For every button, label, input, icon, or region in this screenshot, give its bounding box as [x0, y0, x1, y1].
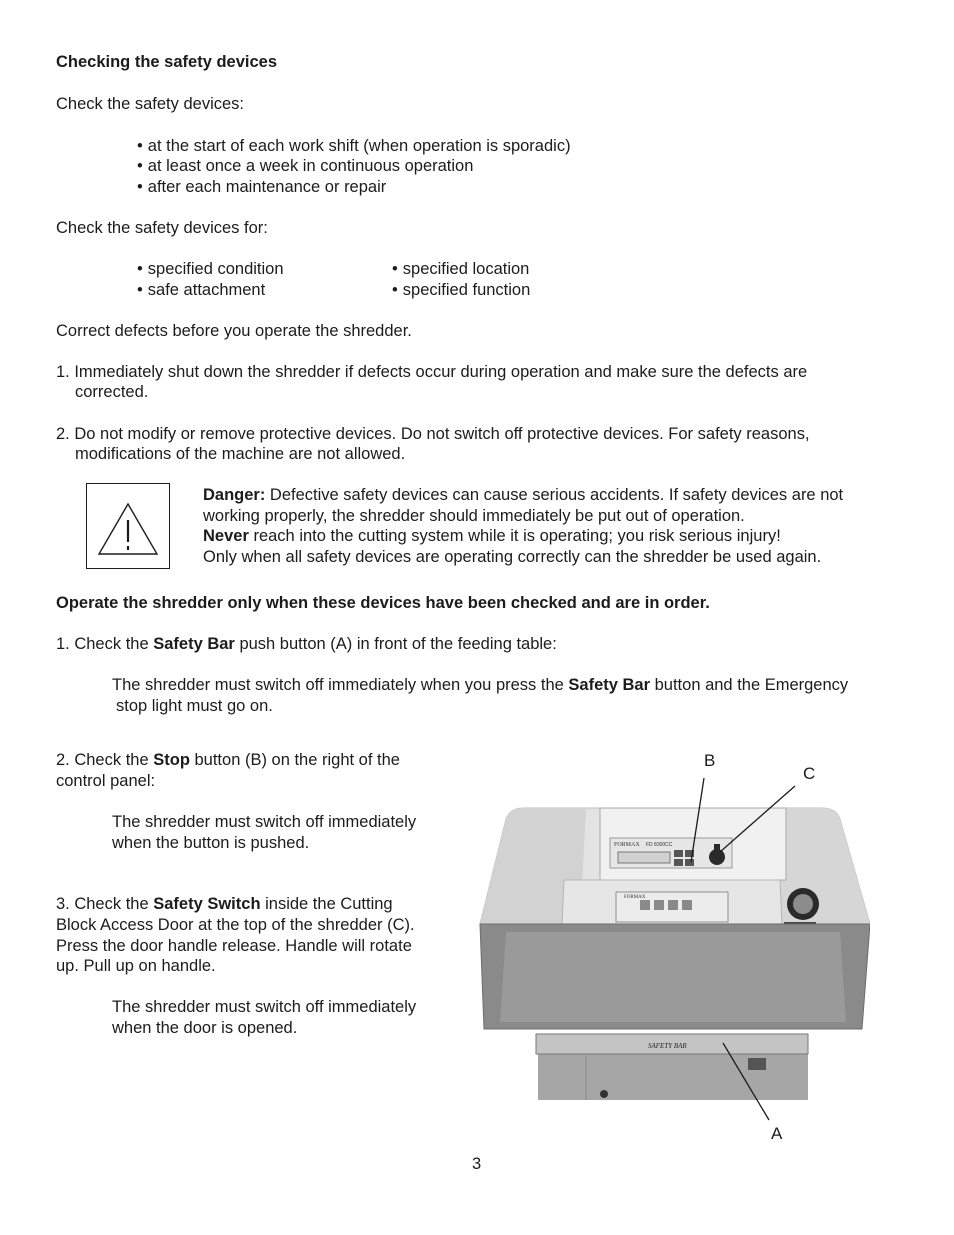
step-1-detail-pre: The shredder must switch off immediately when you press the: [112, 676, 569, 694]
step-2-post: button (B) on the right of the: [189, 751, 400, 769]
list-item: • at the start of each work shift (when operation is sporadic): [137, 136, 571, 157]
danger-line-4: Only when all safety devices are operating correctly can the shredder be used again.: [203, 548, 822, 566]
list-item: • specified condition: [137, 259, 284, 280]
step-3-detail-line-2: when the door is opened.: [112, 1019, 298, 1037]
step-2-detail-line-1: The shredder must switch off immediately: [112, 813, 417, 831]
danger-text: Defective safety devices can cause serious accidents. If safety devices are not: [265, 486, 844, 504]
model-label: FD 8300CC: [646, 842, 673, 848]
never-text: reach into the cutting system while it is operating; you risk serious injury!: [248, 527, 781, 545]
rule-1-line-1: 1. Immediately shut down the shredder if defects occur during operation and make sure the defects are: [56, 363, 808, 381]
correct-defects-text: Correct defects before you operate the shredder.: [56, 322, 412, 340]
rule-2-line-1: 2. Do not modify or remove protective devices. Do not switch off protective devices. For safety reasons,: [56, 425, 810, 443]
callout-label-c: C: [803, 764, 816, 783]
step-2-detail-line-2: when the button is pushed.: [112, 834, 310, 852]
step-2-pre: 2. Check the: [56, 751, 154, 769]
step-1-bold: Safety Bar: [153, 635, 235, 653]
brand-label-panel: FORMAX: [624, 895, 646, 900]
list-item: • at least once a week in continuous operation: [137, 156, 473, 177]
operate-note: Operate the shredder only when these devices have been checked and are in order.: [56, 594, 710, 612]
never-label: Never: [203, 527, 249, 545]
intro-when: Check the safety devices:: [56, 95, 245, 113]
list-item: • specified function: [392, 280, 530, 301]
callout-label-b: B: [704, 751, 716, 770]
step-3-line-3: Press the door handle release. Handle will rotate: [56, 937, 412, 955]
callout-label-a: A: [771, 1124, 783, 1143]
step-3-post: inside the Cutting: [260, 895, 393, 913]
step-3-line-4: up. Pull up on handle.: [56, 957, 216, 975]
step-1-detail-bold: Safety Bar: [568, 676, 651, 694]
step-3-bold: Safety Switch: [153, 895, 261, 913]
step-1-pre: 1. Check the: [56, 635, 154, 653]
list-item: • safe attachment: [137, 280, 265, 301]
page-number: 3: [472, 1155, 482, 1173]
list-item: • after each maintenance or repair: [137, 177, 386, 198]
step-1-post: push button (A) in front of the feeding table:: [234, 635, 557, 653]
step-2-line-2: control panel:: [56, 772, 156, 790]
danger-label: Danger:: [203, 486, 266, 504]
step-3-line-2: Block Access Door at the top of the shredder (C).: [56, 916, 415, 934]
brand-label: FORMAX: [614, 842, 640, 848]
step-1-detail-line-2: stop light must go on.: [116, 697, 273, 715]
safety-bar-label: SAFETY BAR: [648, 1042, 687, 1050]
intro-for: Check the safety devices for:: [56, 219, 268, 237]
step-3-detail-line-1: The shredder must switch off immediately: [112, 998, 417, 1016]
list-item: • specified location: [392, 259, 529, 280]
step-2-bold: Stop: [153, 751, 190, 769]
rule-2-line-2: modifications of the machine are not allowed.: [75, 445, 406, 463]
rule-1-line-2: corrected.: [75, 383, 149, 401]
step-3-pre: 3. Check the: [56, 895, 154, 913]
page-title: Checking the safety devices: [56, 53, 278, 71]
danger-line-2: working properly, the shredder should immediately be put out of operation.: [203, 507, 745, 525]
step-1-detail-post: button and the Emergency: [650, 676, 849, 694]
